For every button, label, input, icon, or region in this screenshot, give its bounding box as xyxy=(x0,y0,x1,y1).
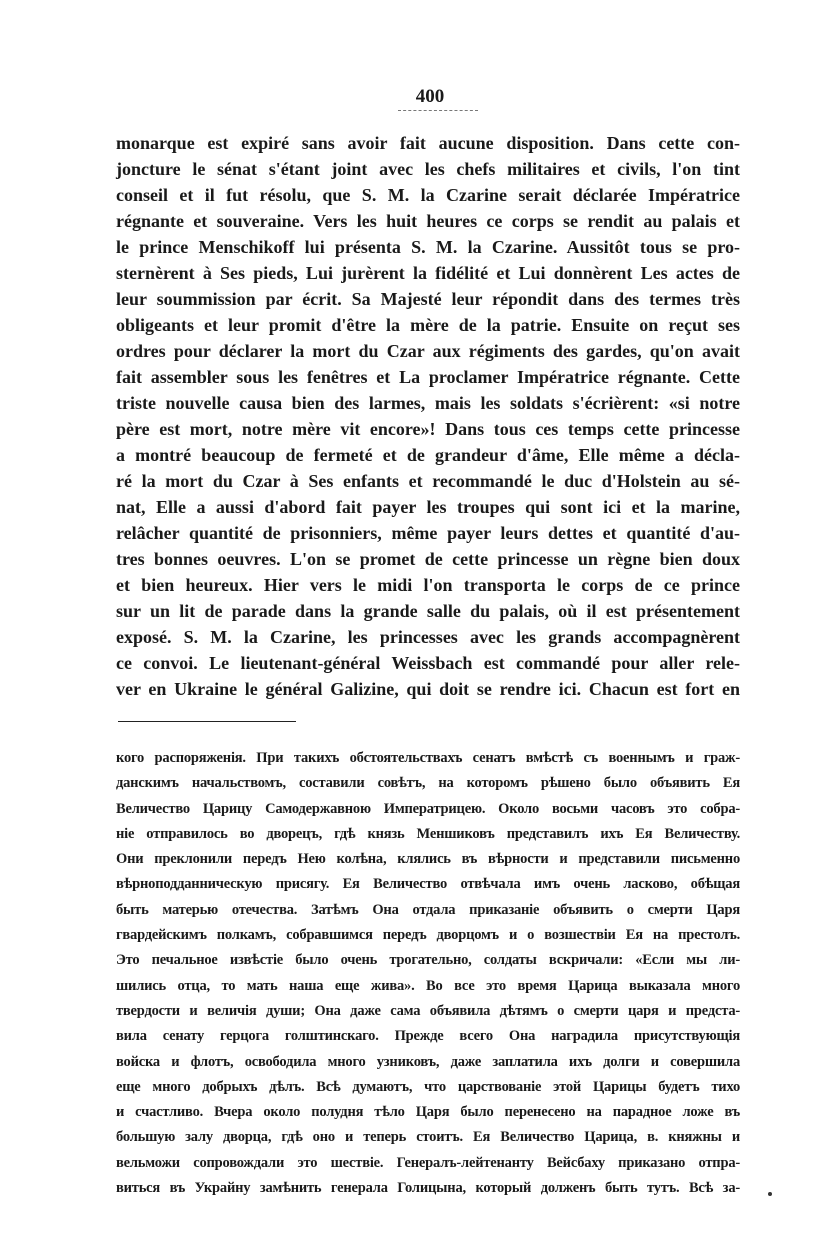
text-line: Это печальное извѣстіе было очень трогательно, солдаты вскричали: «Если мы ли- xyxy=(116,952,740,969)
text-line: гвардейскимъ полкамъ, собравшимся передъ дворцомъ и о возшествіи Ея на престолъ. xyxy=(116,927,740,944)
text-line: exposé. S. M. la Czarine, les princesses avec les grands accompagnèrent xyxy=(116,627,740,647)
text-line: sur un lit de parade dans la grande salle du palais, où il est présentement xyxy=(116,601,740,621)
footnote-separator xyxy=(118,721,296,722)
text-line: ordres pour déclarer la mort du Czar aux régiments des gardes, qu'on avait xyxy=(116,341,740,361)
text-line: войска и флотъ, освободила много узниковъ, даже заплатила ихъ долги и совершила xyxy=(116,1053,740,1070)
text-line: кого распоряженія. При такихъ обстоятельствахъ сенатъ вмѣстѣ съ военнымъ и граж- xyxy=(116,750,740,766)
text-line: быть матерью отечества. Затѣмъ Она отдала приказаніе объявить о смерти Царя xyxy=(116,901,740,918)
russian-footnote-block xyxy=(116,746,740,1201)
text-line: еще много добрыхъ дѣлъ. Всѣ думаютъ, что царствованіе этой Царицы будетъ тихо xyxy=(116,1078,740,1095)
text-line: данскимъ начальствомъ, составили совѣтъ, на которомъ рѣшено было объявить Ея xyxy=(116,775,740,792)
text-line: joncture le sénat s'étant joint avec les chefs militaires et civils, l'on tint xyxy=(116,159,740,179)
text-line: tres bonnes oeuvres. L'on se promet de cette princesse un règne bien doux xyxy=(116,549,740,569)
text-line: triste nouvelle causa bien des larmes, mais les soldats s'écrièrent: «si notre xyxy=(116,393,740,413)
page-number-underline xyxy=(398,110,478,112)
text-line: ver en Ukraine le général Galizine, qui doit se rendre ici. Chacun est fort en xyxy=(116,679,740,699)
text-line: père est mort, notre mère vit encore»! Dans tous ces temps cette princesse xyxy=(116,419,740,439)
text-line: и счастливо. Вчера около полудня тѣло Царя было перенесено на парадное ложе въ xyxy=(116,1104,740,1121)
text-line: шились отца, то мать наша еще жива». Во все это время Царица выказала много xyxy=(116,977,740,994)
text-line: ré la mort du Czar à Ses enfants et recommandé le duc d'Holstein au sé- xyxy=(116,471,740,491)
text-line: le prince Menschikoff lui présenta S. M. la Czarine. Aussitôt tous se pro- xyxy=(116,237,740,257)
text-line: leur soummission par écrit. Sa Majesté leur répondit dans des termes très xyxy=(116,289,740,309)
text-line: твердости и величія души; Она даже сама объявила дѣтямъ о смерти царя и предста- xyxy=(116,1002,740,1019)
text-line: виться въ Украйну замѣнить генерала Голицына, который долженъ быть тутъ. Всѣ за- xyxy=(116,1180,740,1197)
text-line: nat, Elle a aussi d'abord fait payer les troupes qui sont ici et la marine, xyxy=(116,497,740,517)
text-line: Они преклонили передъ Нею колѣна, клялись въ вѣрности и представили письменно xyxy=(116,851,740,868)
text-line: большую залу дворца, гдѣ оно и теперь стоитъ. Ея Величество Царица, в. княжны и xyxy=(116,1129,740,1146)
text-line: fait assembler sous les fenêtres et La proclamer Impératrice régnante. Cette xyxy=(116,367,740,387)
text-line: a montré beaucoup de fermeté et de grandeur d'âme, Elle même a décla- xyxy=(116,445,740,465)
text-line: régnante et souveraine. Vers les huit heures ce corps se rendit au palais et xyxy=(116,211,740,231)
text-line: sternèrent à Ses pieds, Lui jurèrent la fidélité et Lui donnèrent Les actes de xyxy=(116,263,740,283)
text-line: вѣрноподданническую присягу. Ея Величество отвѣчала имъ очень ласково, обѣщая xyxy=(116,876,740,893)
scan-speck xyxy=(768,1192,772,1196)
french-text-block xyxy=(116,130,740,702)
text-line: ce convoi. Le lieutenant-général Weissbach est commandé pour aller rele- xyxy=(116,653,740,673)
text-line: relâcher quantité de prisonniers, même payer leurs dettes et quantité d'au- xyxy=(116,523,740,543)
text-line: monarque est expiré sans avoir fait aucune disposition. Dans cette con- xyxy=(116,133,740,153)
page-number: 400 xyxy=(415,86,445,107)
text-line: Величество Царицу Самодержавною Императрицею. Около восьми часовъ это собра- xyxy=(116,800,740,817)
text-line: вила сенату герцога голштинскаго. Прежде всего Она наградила присутствующія xyxy=(116,1028,740,1045)
text-line: ніе отправилось во дворецъ, гдѣ князь Меншиковъ представилъ ихъ Ея Величеству. xyxy=(116,825,740,842)
text-line: obligeants et leur promit d'être la mère de la patrie. Ensuite on reçut ses xyxy=(116,315,740,335)
text-line: вельможи сопровождали это шествіе. Генералъ-лейтенанту Вейсбаху приказано отпра- xyxy=(116,1154,740,1171)
text-line: et bien heureux. Hier vers le midi l'on transporta le corps de ce prince xyxy=(116,575,740,595)
text-line: conseil et il fut résolu, que S. M. la Czarine serait déclarée Impératrice xyxy=(116,185,740,205)
